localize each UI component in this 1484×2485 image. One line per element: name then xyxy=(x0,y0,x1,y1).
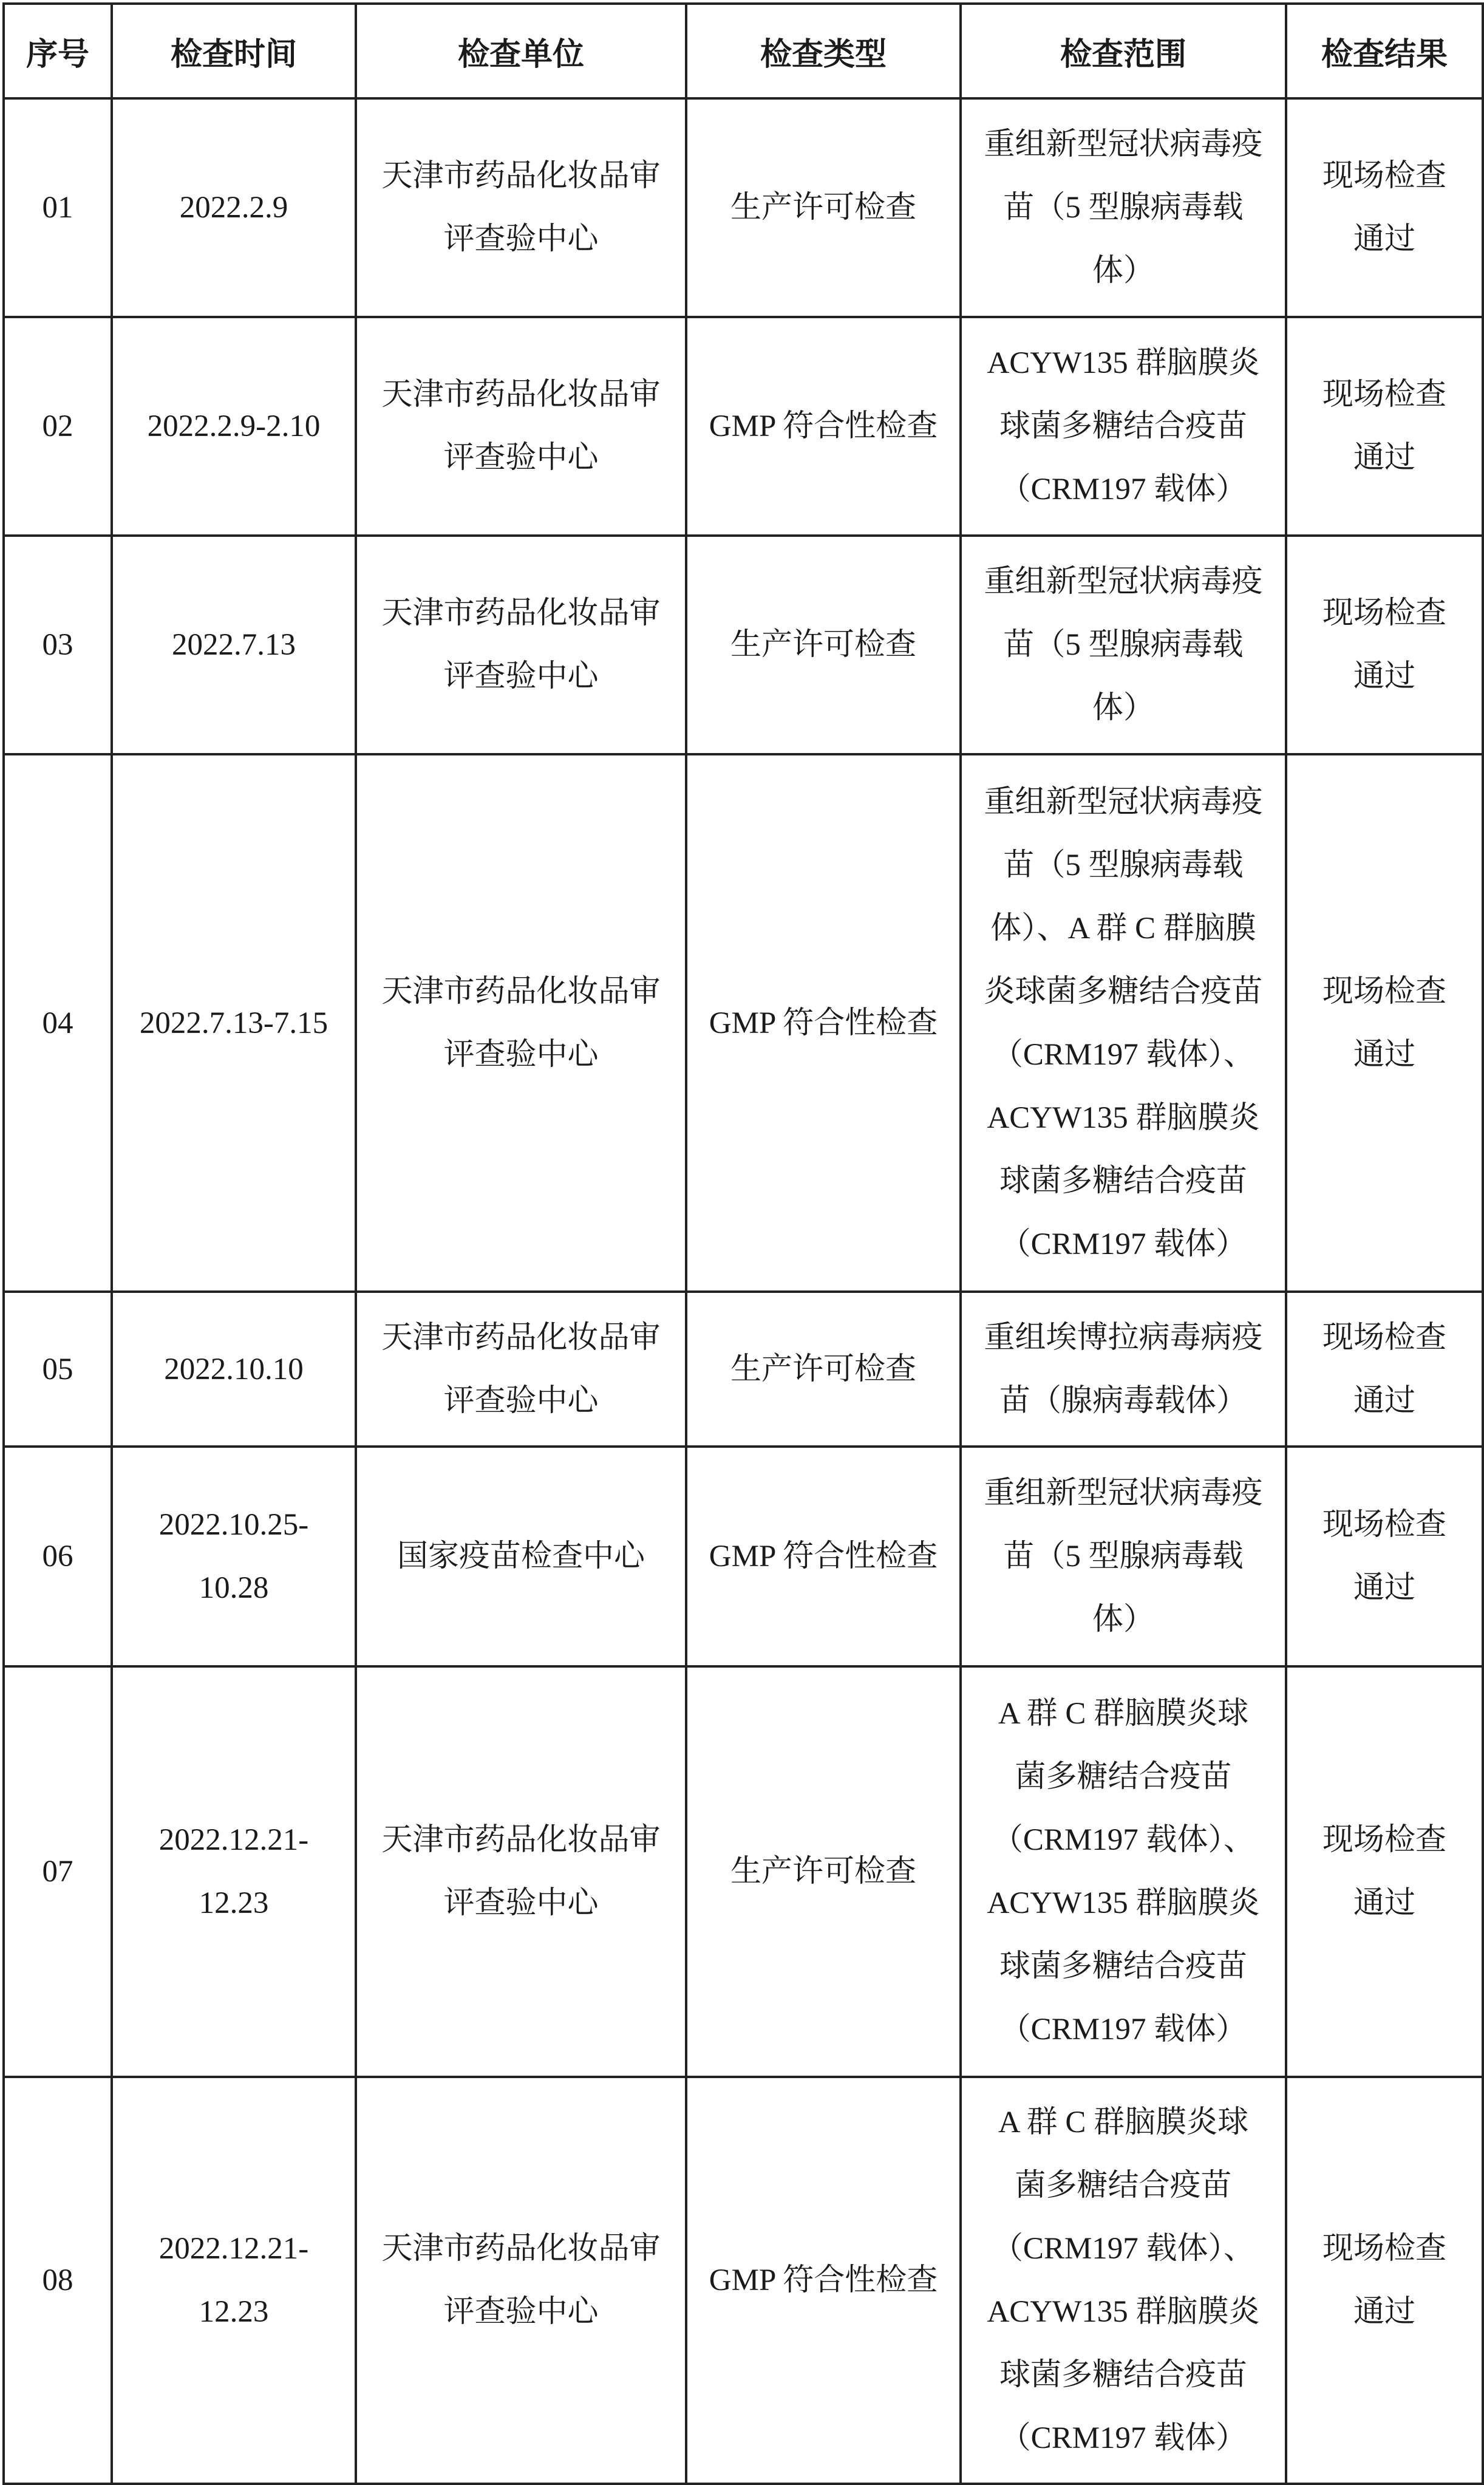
cell-unit: 天津市药品化妆品审 评查验中心 xyxy=(356,317,686,536)
cell-unit: 国家疫苗检查中心 xyxy=(356,1447,686,1666)
cell-date: 2022.2.9-2.10 xyxy=(112,317,356,536)
cell-date: 2022.10.25- 10.28 xyxy=(112,1447,356,1666)
cell-date: 2022.2.9 xyxy=(112,98,356,317)
table-row xyxy=(4,1292,1483,1447)
cell-scope: 重组新型冠状病毒疫 苗（5 型腺病毒载 体） xyxy=(961,536,1286,754)
cell-result: 现场检查 通过 xyxy=(1286,754,1483,1292)
cell-no: 01 xyxy=(4,98,112,317)
table-row xyxy=(4,754,1483,1292)
cell-unit: 天津市药品化妆品审 评查验中心 xyxy=(356,98,686,317)
header-date: 检查时间 xyxy=(112,4,356,98)
cell-no: 03 xyxy=(4,536,112,754)
cell-no: 06 xyxy=(4,1447,112,1666)
cell-unit: 天津市药品化妆品审 评查验中心 xyxy=(356,754,686,1292)
table-row xyxy=(4,98,1483,317)
cell-no: 05 xyxy=(4,1292,112,1447)
cell-result: 现场检查 通过 xyxy=(1286,1666,1483,2077)
table-row xyxy=(4,1447,1483,1666)
cell-no: 04 xyxy=(4,754,112,1292)
cell-date: 2022.12.21- 12.23 xyxy=(112,2077,356,2484)
cell-result: 现场检查 通过 xyxy=(1286,317,1483,536)
cell-scope: ACYW135 群脑膜炎 球菌多糖结合疫苗 （CRM197 载体） xyxy=(961,317,1286,536)
cell-result: 现场检查 通过 xyxy=(1286,1292,1483,1447)
cell-scope: A 群 C 群脑膜炎球 菌多糖结合疫苗 （CRM197 载体）、 ACYW135 群脑膜炎 球菌多糖结合疫苗 （CRM197 载体） xyxy=(961,1666,1286,2077)
cell-result: 现场检查 通过 xyxy=(1286,536,1483,754)
cell-no: 07 xyxy=(4,1666,112,2077)
cell-scope: A 群 C 群脑膜炎球 菌多糖结合疫苗 （CRM197 载体）、 ACYW135 群脑膜炎 球菌多糖结合疫苗 （CRM197 载体） xyxy=(961,2077,1286,2484)
cell-type: 生产许可检查 xyxy=(686,1666,961,2077)
cell-unit: 天津市药品化妆品审 评查验中心 xyxy=(356,1666,686,2077)
cell-unit: 天津市药品化妆品审 评查验中心 xyxy=(356,1292,686,1447)
cell-scope: 重组新型冠状病毒疫 苗（5 型腺病毒载 体）、A 群 C 群脑膜 炎球菌多糖结合疫苗 （CRM197 载体）、 ACYW135 群脑膜炎 球菌多糖结合疫苗 （CRM197 载体） xyxy=(961,754,1286,1292)
header-result: 检查结果 xyxy=(1286,4,1483,98)
cell-unit: 天津市药品化妆品审 评查验中心 xyxy=(356,2077,686,2484)
table-row xyxy=(4,536,1483,754)
cell-type: GMP 符合性检查 xyxy=(686,754,961,1292)
cell-no: 08 xyxy=(4,2077,112,2484)
header-unit: 检查单位 xyxy=(356,4,686,98)
cell-scope: 重组新型冠状病毒疫 苗（5 型腺病毒载 体） xyxy=(961,98,1286,317)
cell-date: 2022.7.13-7.15 xyxy=(112,754,356,1292)
header-type: 检查类型 xyxy=(686,4,961,98)
table-row xyxy=(4,317,1483,536)
cell-no: 02 xyxy=(4,317,112,536)
cell-type: 生产许可检查 xyxy=(686,1292,961,1447)
table-header-row xyxy=(4,4,1483,98)
cell-type: 生产许可检查 xyxy=(686,98,961,317)
table-row xyxy=(4,1666,1483,2077)
cell-result: 现场检查 通过 xyxy=(1286,1447,1483,1666)
inspection-table xyxy=(2,2,1484,2485)
cell-result: 现场检查 通过 xyxy=(1286,98,1483,317)
header-scope: 检查范围 xyxy=(961,4,1286,98)
cell-result: 现场检查 通过 xyxy=(1286,2077,1483,2484)
table-row xyxy=(4,2077,1483,2484)
cell-type: GMP 符合性检查 xyxy=(686,317,961,536)
cell-date: 2022.7.13 xyxy=(112,536,356,754)
cell-type: 生产许可检查 xyxy=(686,536,961,754)
cell-type: GMP 符合性检查 xyxy=(686,1447,961,1666)
cell-scope: 重组新型冠状病毒疫 苗（5 型腺病毒载 体） xyxy=(961,1447,1286,1666)
cell-unit: 天津市药品化妆品审 评查验中心 xyxy=(356,536,686,754)
cell-date: 2022.10.10 xyxy=(112,1292,356,1447)
cell-scope: 重组埃博拉病毒病疫 苗（腺病毒载体） xyxy=(961,1292,1286,1447)
header-no: 序号 xyxy=(4,4,112,98)
cell-type: GMP 符合性检查 xyxy=(686,2077,961,2484)
cell-date: 2022.12.21- 12.23 xyxy=(112,1666,356,2077)
